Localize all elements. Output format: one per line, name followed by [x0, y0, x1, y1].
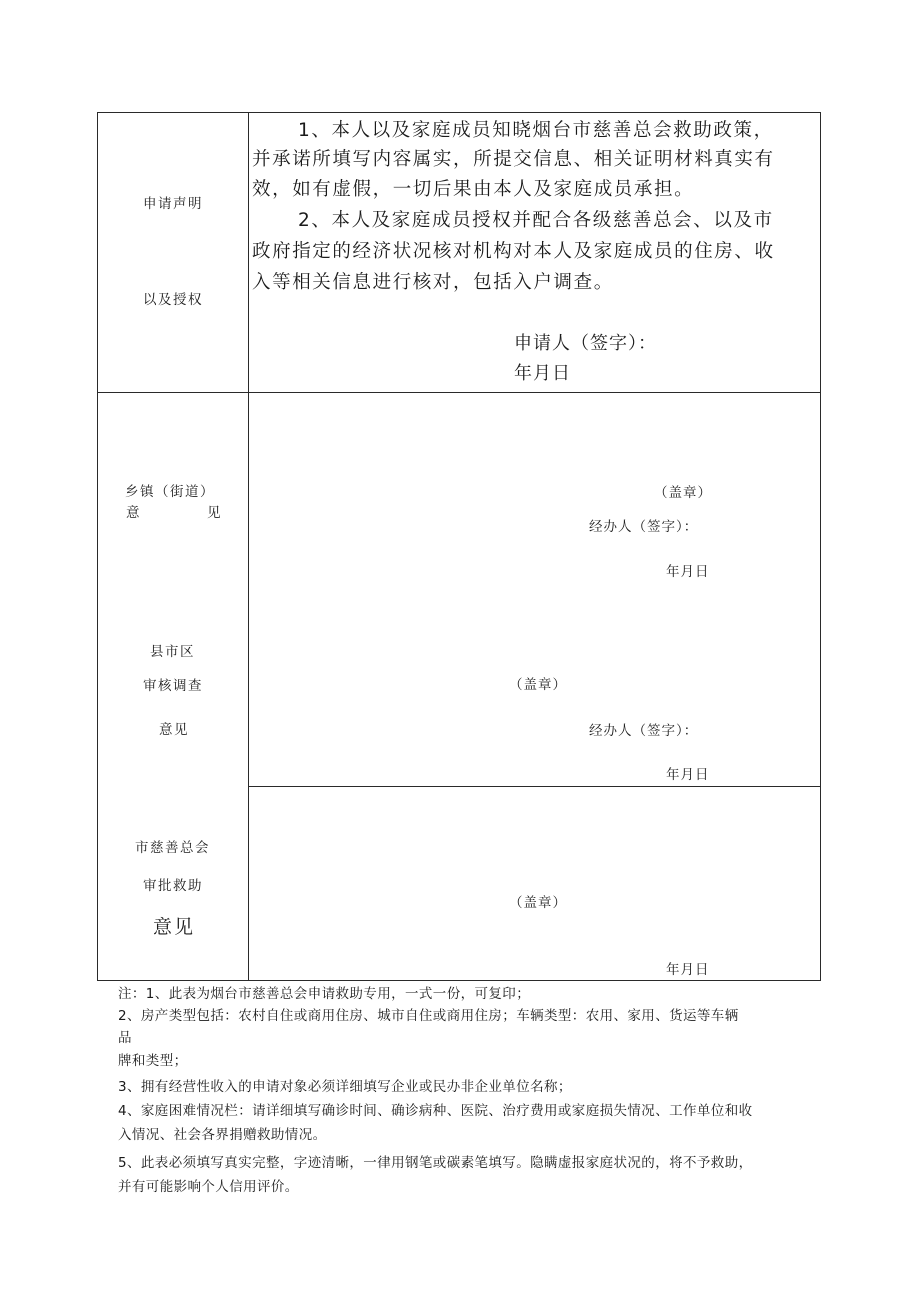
application-form-table	[97, 112, 821, 981]
declaration-paragraph-2-line-3: 入等相关信息进行核对，包括入户调查。	[252, 272, 614, 293]
table-border-bottom	[97, 980, 821, 981]
note-line-8: 5、此表必须填写真实完整，字迹清晰，一律用钢笔或碳素笔填写。隐瞒虚报家庭状况的，将不予救助，	[118, 1155, 753, 1171]
table-border-right	[820, 112, 821, 981]
declaration-label-line2: 以及授权	[143, 292, 203, 308]
applicant-date-field[interactable]: 年月日	[514, 363, 571, 384]
column-divider	[248, 393, 249, 981]
declaration-paragraph-1-line-2: 并承诺所填写内容属实，所提交信息、相关证明材料真实有	[252, 149, 775, 170]
note-line-1: 注：1、此表为烟台市慈善总会申请救助专用，一式一份，可复印；	[118, 986, 531, 1002]
row-divider-city	[248, 786, 821, 787]
city-label-line1: 市慈善总会	[135, 840, 210, 856]
township-seal: （盖章）	[654, 485, 712, 501]
county-date-field[interactable]: 年月日	[666, 767, 710, 783]
township-handler-signature-field[interactable]: 经办人（签字）：	[589, 519, 699, 535]
declaration-paragraph-1-line-3: 效，如有虚假，一切后果由本人及家庭成员承担。	[252, 179, 695, 200]
city-date-field[interactable]: 年月日	[666, 962, 710, 978]
city-label-line3: 意见	[153, 916, 196, 938]
county-handler-signature-field[interactable]: 经办人（签字）：	[589, 723, 699, 739]
note-line-6: 4、家庭困难情况栏：请详细填写确诊时间、确诊病种、医院、治疗费用或家庭损失情况、工作单位和收	[118, 1103, 753, 1119]
township-date-field[interactable]: 年月日	[666, 564, 710, 580]
note-line-3: 品	[118, 1030, 132, 1046]
note-line-9: 并有可能影响个人信用评价。	[118, 1179, 299, 1195]
row-divider-declaration	[97, 392, 821, 393]
township-label-char-1: 意	[126, 505, 141, 521]
table-border-top	[97, 112, 821, 113]
county-label-line3: 意见	[159, 722, 189, 738]
county-label-line2: 审核调查	[143, 678, 203, 694]
township-label-line2	[126, 507, 222, 521]
applicant-signature-field[interactable]: 申请人（签字）：	[514, 333, 657, 354]
declaration-paragraph-1-line-1: 1、本人以及家庭成员知晓烟台市慈善总会救助政策，	[298, 120, 774, 141]
note-line-5: 3、拥有经营性收入的申请对象必须详细填写企业或民办非企业单位名称；	[118, 1079, 572, 1095]
note-line-7: 入情况、社会各界捐赠救助情况。	[118, 1127, 327, 1143]
declaration-label-line1: 申请声明	[143, 196, 203, 212]
county-label-line1: 县市区	[150, 644, 195, 660]
column-divider-declaration	[248, 112, 249, 393]
declaration-paragraph-2-line-1: 2、本人及家庭成员授权并配合各级慈善总会、以及市	[298, 210, 774, 231]
township-label-char-2: 见	[207, 505, 222, 521]
declaration-paragraph-2-line-2: 政府指定的经济状况核对机构对本人及家庭成员的住房、收	[252, 241, 775, 262]
city-label-line2: 审批救助	[143, 878, 203, 894]
table-border-left	[97, 112, 98, 981]
note-line-2: 2、房产类型包括：农村自住或商用住房、城市自住或商用住房；车辆类型：农用、家用、货运等车辆	[118, 1008, 739, 1024]
note-line-4: 牌和类型；	[118, 1053, 188, 1069]
city-seal: （盖章）	[509, 895, 567, 911]
township-label-line1: 乡镇（街道）	[125, 484, 215, 500]
county-seal: （盖章）	[509, 677, 567, 693]
